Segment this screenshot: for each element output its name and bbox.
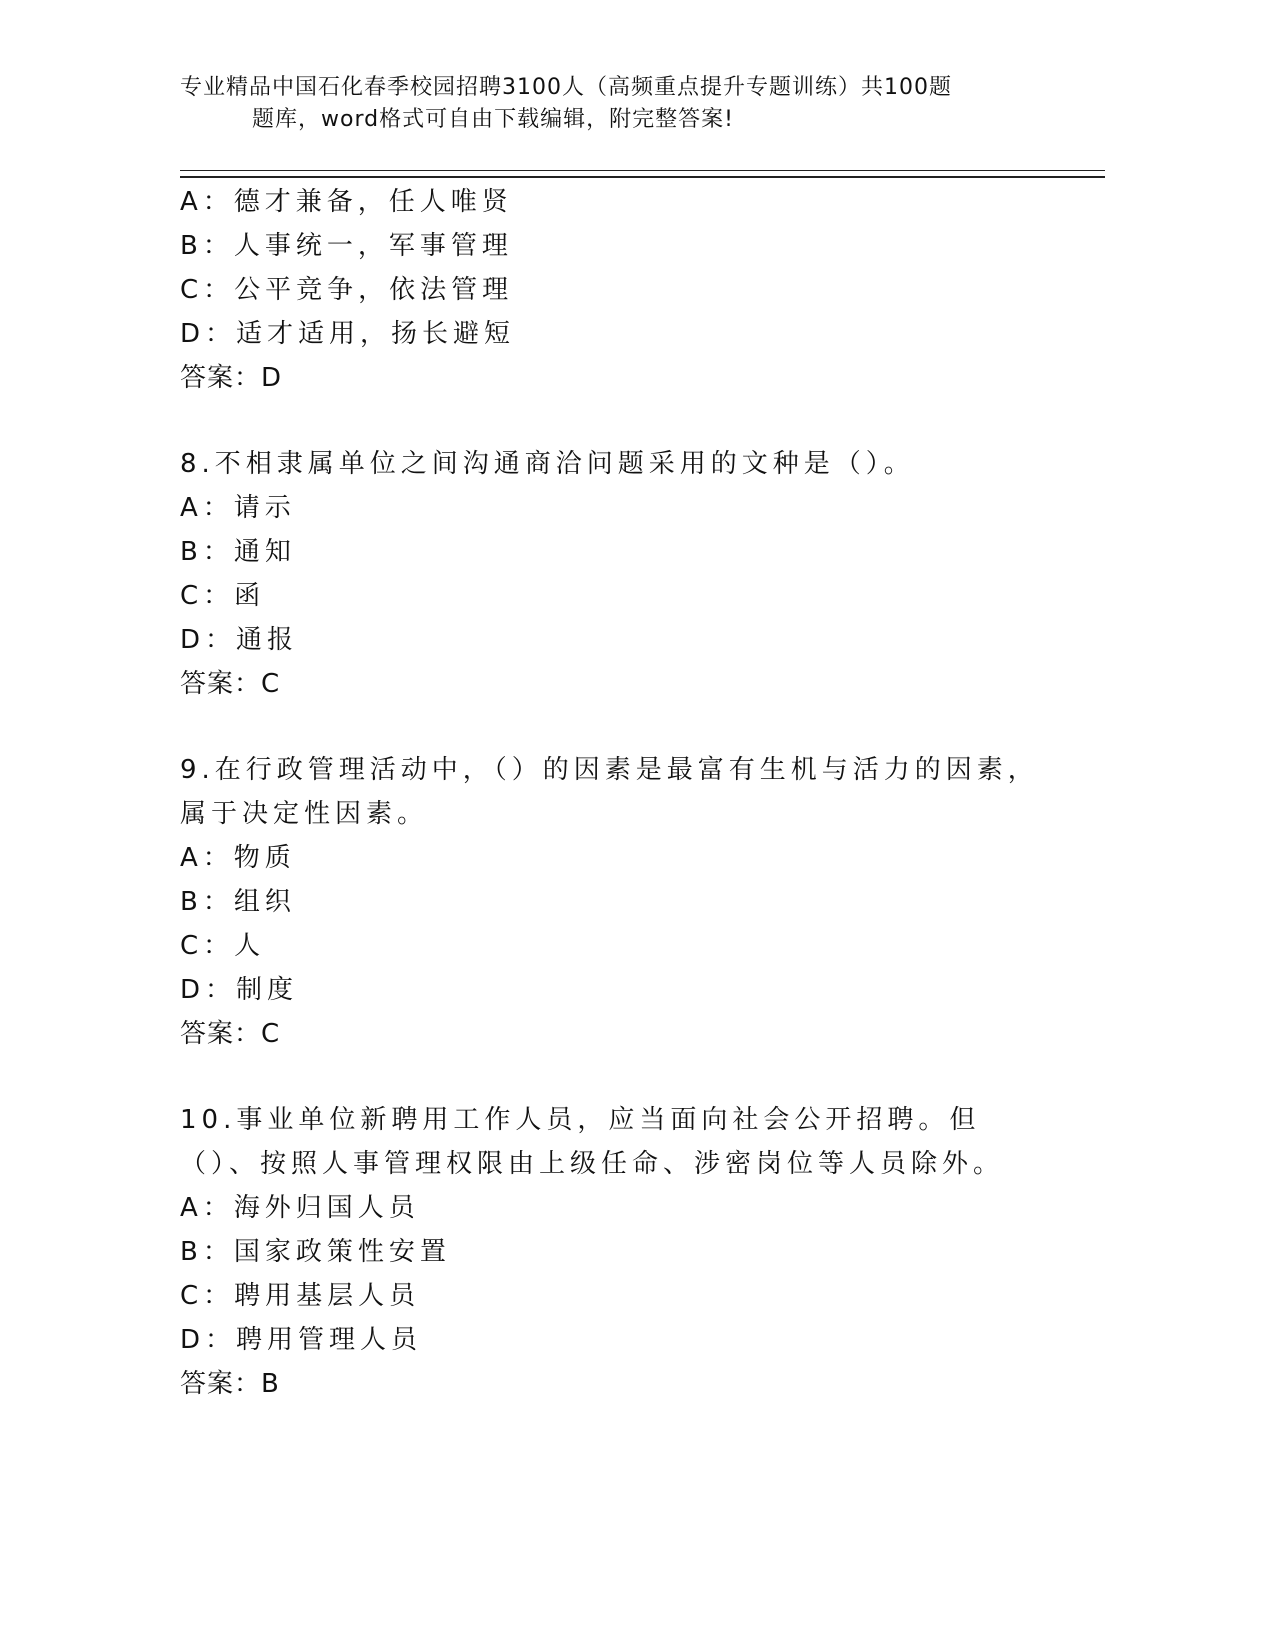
- option-a: A：物质: [180, 843, 296, 873]
- header-divider-thin: [180, 170, 1105, 171]
- option-b: B：国家政策性安置: [180, 1237, 451, 1267]
- answer-line: 答案：C: [180, 1019, 281, 1049]
- option-a: A：德才兼备，任人唯贤: [180, 187, 513, 217]
- header-divider-thick: [180, 176, 1105, 178]
- document-header: [180, 72, 1060, 136]
- option-b: B：通知: [180, 537, 296, 567]
- answer-line: 答案：C: [180, 669, 281, 699]
- option-c: C：公平竞争，依法管理: [180, 275, 514, 305]
- header-title-line1: 专业精品中国石化春季校园招聘3100人（高频重点提升专题训练）共100题: [180, 75, 952, 100]
- question-stem: 8.不相隶属单位之间沟通商洽问题采用的文种是（）。: [180, 449, 915, 479]
- question-9: [180, 748, 1060, 1056]
- option-a: A：海外归国人员: [180, 1193, 420, 1223]
- option-c: C：聘用基层人员: [180, 1281, 421, 1311]
- question-8: [180, 442, 1060, 706]
- header-title-line2: 题库，word格式可自由下载编辑，附完整答案!: [252, 107, 734, 132]
- option-d: D：聘用管理人员: [180, 1325, 423, 1355]
- question-stem: 10.事业单位新聘用工作人员，应当面向社会公开招聘。但（）、按照人事管理权限由上级任命、涉密岗位等人员除外。: [180, 1105, 1005, 1179]
- option-d: D：通报: [180, 625, 299, 655]
- option-b: B：人事统一，军事管理: [180, 231, 513, 261]
- question-10: [180, 1098, 1060, 1406]
- option-d: D：适才适用，扬长避短: [180, 319, 516, 349]
- option-d: D：制度: [180, 975, 299, 1005]
- question-7: [180, 180, 1060, 400]
- question-list: [180, 180, 1060, 1406]
- answer-line: 答案：B: [180, 1369, 280, 1399]
- option-a: A：请示: [180, 493, 296, 523]
- option-c: C：函: [180, 581, 266, 611]
- question-stem: 9.在行政管理活动中，（）的因素是最富有生机与活力的因素，属于决定性因素。: [180, 755, 1039, 829]
- option-b: B：组织: [180, 887, 296, 917]
- option-c: C：人: [180, 931, 266, 961]
- answer-line: 答案：D: [180, 363, 283, 393]
